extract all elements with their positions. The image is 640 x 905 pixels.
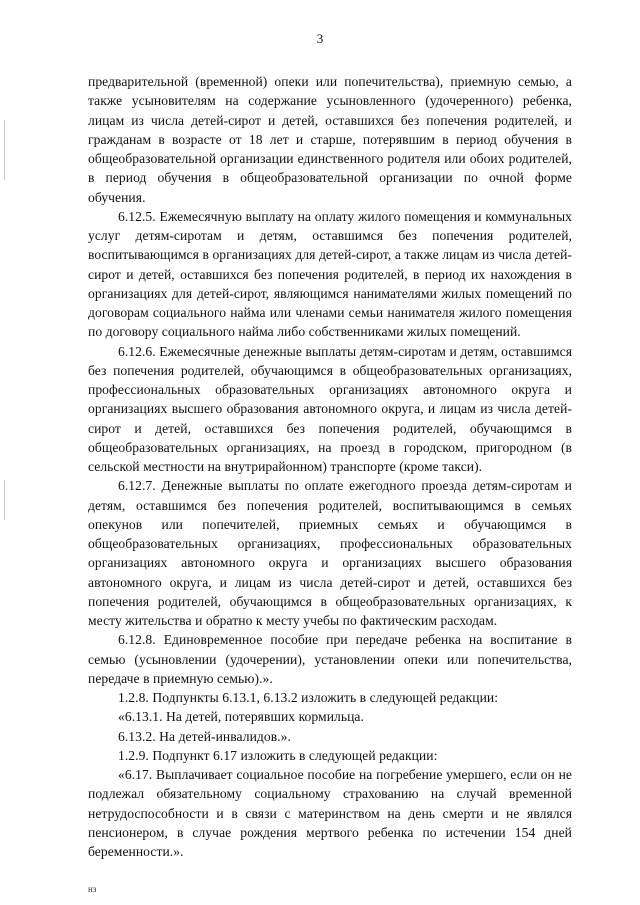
paragraph-6-13-2: 6.13.2. На детей-инвалидов.». (118, 728, 291, 744)
paragraph-6-12-7: 6.12.7. Денежные выплаты по оплате ежегодного проезда детям-сиротам и детям, оставшимся без попечения родителей, воспитывающимся в семьях опекунов или попечителей, приемных семьях и обучающимся в общеобразовательных организациях, профессиональных образовательных организациях автономного округа и организациях высшего образования автономного округа, и лицам из числа детей-сирот и детей, оставшихся без попечения родителей, обучающимся в общеобразовательных организациях, к месту жительства и обратно к месту учебы по фактическим расходам. (88, 478, 572, 628)
paragraph-6-12-5: 6.12.5. Ежемесячную выплату на оплату жилого помещения и коммунальных услуг детям-сиротам и детям, оставшимся без попечения родителей, воспитывающимся в организациях для детей-сирот, а также лицам из числа детей-сирот и детей, оставшихся без попечения родителей, в период их нахождения в организациях для детей-сирот, являющимся нанимателями жилых помещений по договорам социального найма или членами семьи нанимателя жилого помещения по договору социального найма либо собственниками жилых помещений. (88, 208, 572, 340)
paragraph-1-2-8: 1.2.8. Подпункты 6.13.1, 6.13.2 изложить в следующей редакции: (118, 690, 499, 705)
paragraph-continuation: предварительной (временной) опеки или попечительства), приемную семью, а также усыновителям на содержание усыновленного (удочеренного) ребенка, лицам из числа детей-сирот и детей, оставшихся без попечения родителей, и гражданам в возрасте от 18 лет и старше, потерявшим в период обучения в общеобразовательной организации единственного родителя или обоих родителей, в период обучения в общеобразовательной организации по очной форме обучения. (88, 74, 572, 205)
scan-edge-mark (4, 480, 5, 520)
paragraph-1-2-9: 1.2.9. Подпункт 6.17 изложить в следующей редакции: (118, 747, 438, 763)
paragraph-6-12-8: 6.12.8. Единовременное пособие при передаче ребенка на воспитание в семью (усыновлении (удочерении), установлении опеки или попечительства, передаче в приемную семью).». (88, 632, 572, 686)
paragraph-6-13-1: «6.13.1. На детей, потерявших кормильца. (118, 709, 364, 725)
page-number: 3 (316, 31, 324, 46)
footer-mark: нз (88, 884, 97, 894)
paragraph-6-12-6: 6.12.6. Ежемесячные денежные выплаты детям-сиротам и детям, оставшимся без попечения родителей, обучающимся в общеобразовательных организациях, профессиональных образовательных организациях автономного округа и организациях высшего образования автономного округа, и лицам из числа детей-сирот и детей, оставшихся без попечения родителей, обучающимся в общеобразовательных организациях, на проезд в городском, пригородном (в сельской местности на внутрирайонном) транспорте (кроме такси). (88, 343, 572, 474)
paragraph-6-17: «6.17. Выплачивает социальное пособие на погребение умершего, если он не подлежал обязательному социальному страхованию на случай временной нетрудоспособности и в связи с материнством на день смерти и не являлся пенсионером, в случае рождения мертвого ребенка по истечении 154 дней беременности.». (88, 767, 572, 859)
document-body (88, 72, 572, 861)
scan-edge-mark (4, 120, 5, 180)
